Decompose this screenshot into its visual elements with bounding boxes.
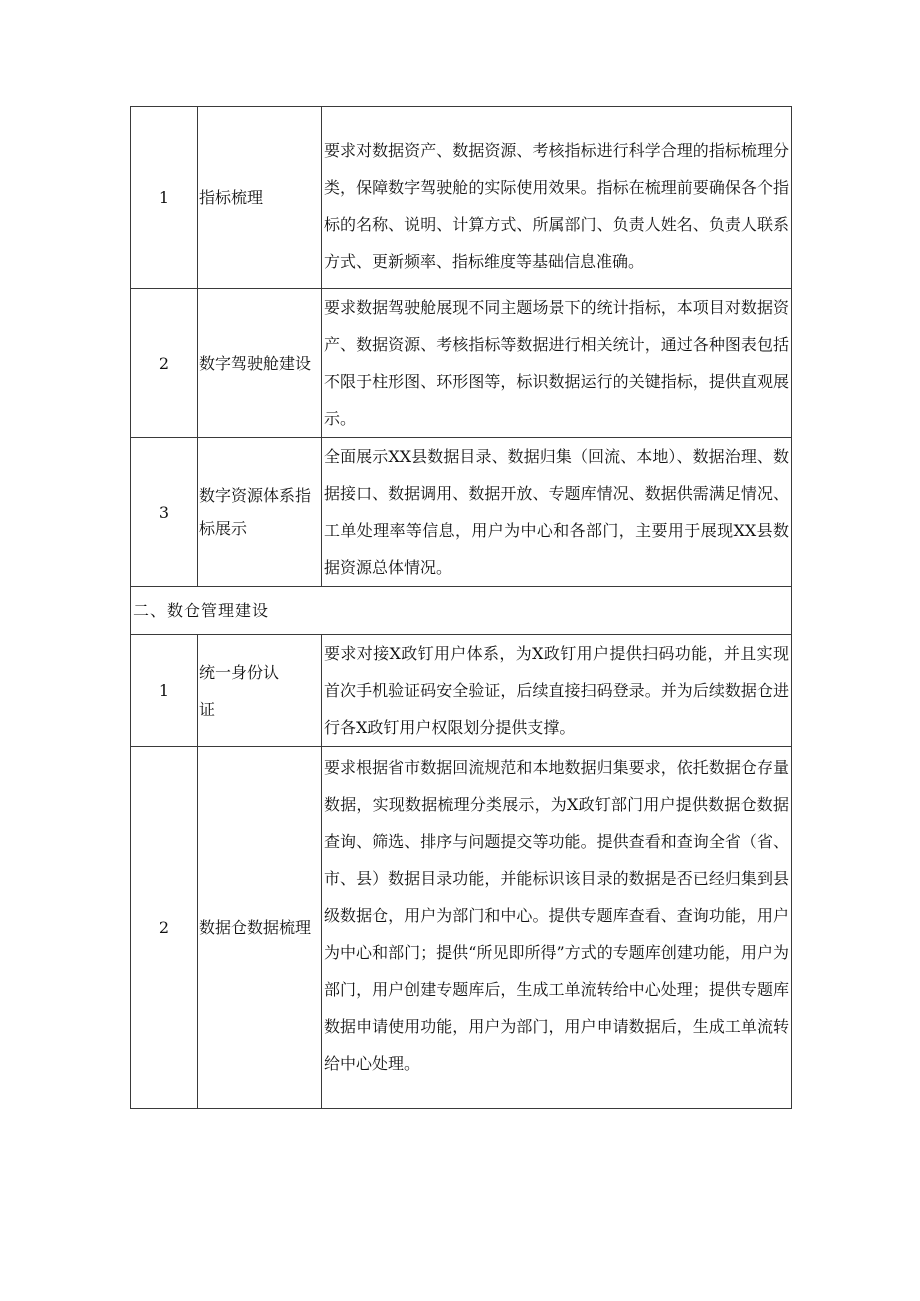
row-description xyxy=(322,289,792,438)
row-item-name: 数字资源体系指标展示 xyxy=(198,438,322,587)
section-heading-row xyxy=(131,587,792,635)
section-title: 二、数仓管理建设 xyxy=(131,587,792,635)
table-row xyxy=(131,289,792,438)
table-row xyxy=(131,747,792,1109)
row-description-text: 要求对数据资产、数据资源、考核指标进行科学合理的指标梳理分类，保障数字驾驶舱的实际使用效果。指标在梳理前要确保各个指标的名称、说明、计算方式、所属部门、负责人姓名、负责人联系方式、更新频率、指标维度等基础信息准确。 xyxy=(324,141,789,271)
row-description xyxy=(322,438,792,587)
row-number: 1 xyxy=(131,635,198,747)
table-row xyxy=(131,635,792,747)
row-description-text: 要求根据省市数据回流规范和本地数据归集要求，依托数据仓存量数据，实现数据梳理分类展示，为X政钉部门用户提供数据仓数据查询、筛选、排序与问题提交等功能。提供查看和查询全省（省、市、县）数据目录功能，并能标识该目录的数据是否已经归集到县级数据仓，用户为部门和中心。提供专题库查看、查询功能，用户为中心和部门；提供“所见即所得”方式的专题库创建功能，用户为部门，用户创建专题库后，生成工单流转给中心处理；提供专题库数据申请使用功能，用户为部门，用户申请数据后，生成工单流转给中心处理。 xyxy=(324,758,789,1073)
row-item-name-text: 统一身份认证 xyxy=(199,662,280,719)
row-description-text: 要求数据驾驶舱展现不同主题场景下的统计指标，本项目对数据资产、数据资源、考核指标等数据进行相关统计，通过各种图表包括不限于柱形图、环形图等，标识数据运行的关键指标，提供直观展示。 xyxy=(324,298,789,428)
row-number: 2 xyxy=(131,289,198,438)
row-number: 1 xyxy=(131,107,198,289)
row-item-name xyxy=(198,635,322,747)
requirements-table xyxy=(130,106,792,1109)
row-item-name: 数据仓数据梳理 xyxy=(198,747,322,1109)
row-description-text: 要求对接X政钉用户体系，为X政钉用户提供扫码功能，并且实现首次手机验证码安全验证，后续直接扫码登录。并为后续数据仓进行各X政钉用户权限划分提供支撑。 xyxy=(324,644,789,737)
row-description xyxy=(322,107,792,289)
table-row xyxy=(131,107,792,289)
row-number: 2 xyxy=(131,747,198,1109)
row-description xyxy=(322,747,792,1109)
row-description-text: 全面展示XX县数据目录、数据归集（回流、本地）、数据治理、数据接口、数据调用、数据开放、专题库情况、数据供需满足情况、工单处理率等信息，用户为中心和各部门，主要用于展现XX县数据资源总体情况。 xyxy=(324,447,789,577)
table-row xyxy=(131,438,792,587)
row-number: 3 xyxy=(131,438,198,587)
row-item-name: 数字驾驶舱建设 xyxy=(198,289,322,438)
row-description xyxy=(322,635,792,747)
row-item-name: 指标梳理 xyxy=(198,107,322,289)
